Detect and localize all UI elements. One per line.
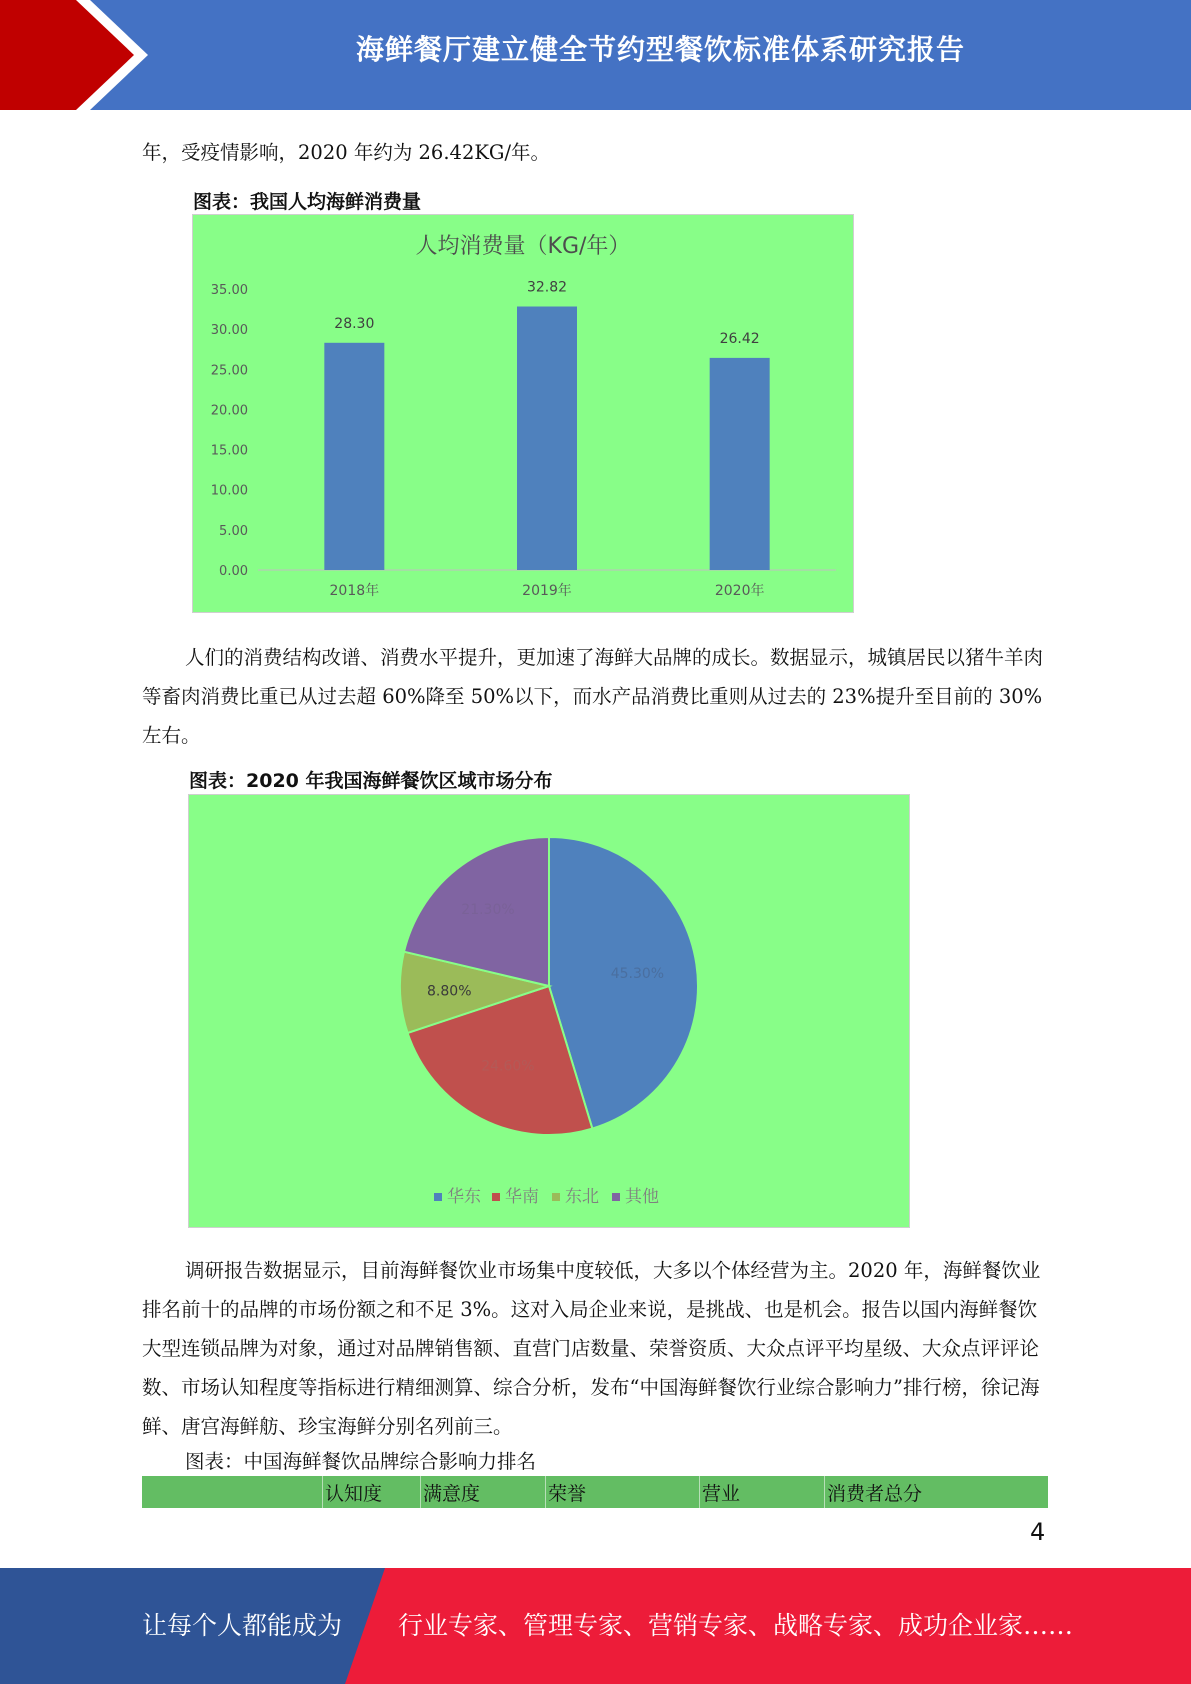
footer-slogan-left: 让每个人都能成为 (142, 1611, 343, 1640)
x-tick-label: 2020年 (714, 583, 765, 599)
bar-data-label: 26.42 (719, 330, 760, 347)
ranking-table (142, 1476, 1048, 1508)
y-tick-label: 15.00 (210, 443, 248, 459)
pie-chart-svg (189, 795, 909, 1227)
paragraph-market: 调研报告数据显示，目前海鲜餐饮业市场集中度较低，大多以个体经营为主。2020 年，海鲜餐饮业排名前十的品牌的市场份额之和不足 3%。这对入局企业来说，是挑战、也是机会。报告以国内海鲜餐饮大型连锁品牌为对象，通过对品牌销售额、直营门店数量、荣誉资质、大众点评平均星级、大众点评评论数、市场认知程度等指标进行精细测算、综合分析，发布“中国海鲜餐饮行业综合影响力”排行榜，徐记海鲜、唐宫海鲜舫、珍宝海鲜分别名列前三。 (142, 1259, 1041, 1438)
page-footer (0, 1568, 1191, 1684)
bar-data-label: 28.30 (334, 315, 375, 332)
pie-data-label: 8.80% (427, 983, 472, 1000)
footer-slogan-right: 行业专家、管理专家、营销专家、战略专家、成功企业家…… (398, 1611, 1074, 1640)
table-header-cell: 认知度 (323, 1476, 421, 1508)
pie-chart (188, 794, 910, 1228)
chart1-caption: 图表：我国人均海鲜消费量 (193, 191, 422, 213)
y-tick-label: 10.00 (210, 483, 248, 499)
legend-label: 其他 (625, 1187, 659, 1207)
bar-data-label: 32.82 (526, 279, 568, 296)
legend-label: 华南 (505, 1187, 539, 1207)
y-tick-label: 0.00 (219, 564, 248, 579)
y-tick-label: 5.00 (219, 523, 248, 539)
y-tick-label: 20.00 (210, 403, 248, 419)
chart2-caption: 图表：2020 年我国海鲜餐饮区域市场分布 (189, 770, 553, 792)
y-tick-label: 30.00 (210, 323, 248, 339)
page-header (0, 0, 1191, 110)
table-header-cell: 消费者总分 (825, 1476, 1049, 1508)
pie-data-label: 21.30% (461, 901, 515, 918)
table-header-cell: 营业 (700, 1476, 825, 1508)
legend-swatch (434, 1193, 442, 1201)
table-header-cell: 荣誉 (546, 1476, 700, 1508)
bar-chart-title: 人均消费量（KG/年） (415, 234, 631, 259)
legend-swatch (492, 1193, 500, 1201)
bar-chart-svg (193, 215, 853, 612)
page-number: 4 (1030, 1518, 1046, 1546)
y-tick-label: 25.00 (210, 363, 248, 379)
legend-label: 华东 (447, 1187, 481, 1207)
bar-2019年 (517, 307, 577, 570)
table-header-cell: 满意度 (421, 1476, 546, 1508)
table-header-row (142, 1476, 1048, 1508)
y-tick-label: 35.00 (210, 283, 248, 298)
x-tick-label: 2019年 (522, 583, 572, 599)
bar-2018年 (324, 343, 384, 570)
bar-chart (192, 214, 854, 613)
table-caption: 图表：中国海鲜餐饮品牌综合影响力排名 (185, 1450, 537, 1473)
legend-label: 东北 (565, 1187, 599, 1207)
legend-swatch (612, 1193, 620, 1201)
paragraph-intro: 年，受疫情影响，2020 年约为 26.42KG/年。 (142, 141, 551, 164)
report-title: 海鲜餐厅建立健全节约型餐饮标准体系研究报告 (355, 33, 965, 66)
x-tick-label: 2018年 (329, 583, 380, 599)
paragraph-consumption: 人们的消费结构改谱、消费水平提升，更加速了海鲜大品牌的成长。数据显示，城镇居民以猪牛羊肉等畜肉消费比重已从过去超 60%降至 50%以下，而水产品消费比重则从过去的 23%提升至目前的 30%左右。 (142, 646, 1044, 747)
bar-2020年 (710, 358, 770, 570)
pie-data-label: 45.30% (610, 965, 665, 982)
pie-data-label: 24.60% (481, 1058, 535, 1075)
table-header-cell (142, 1476, 323, 1508)
legend-swatch (552, 1193, 560, 1201)
